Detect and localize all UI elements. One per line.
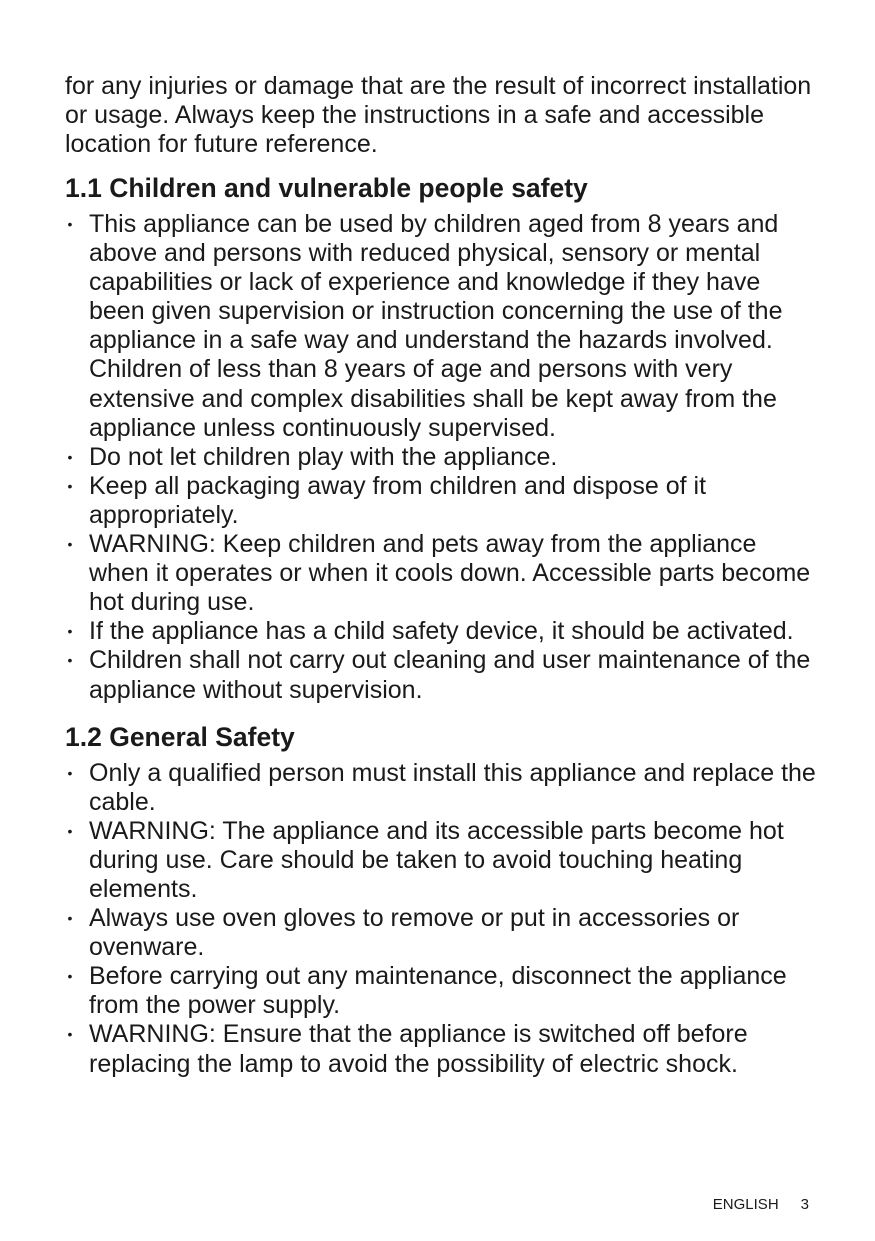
list-item-text: Only a qualified person must install this appliance and replace the cable. [89,758,816,816]
list-item-text: WARNING: Keep children and pets away from the appliance when it operates or when it cools down. Accessible parts become hot during use. [89,530,811,617]
bullet-icon: • [67,477,73,494]
bullet-icon: • [67,448,73,465]
list-item [65,817,820,904]
list-item [65,617,820,646]
bullet-icon: • [67,968,73,985]
intro-paragraph: for any injuries or damage that are the result of incorrect installation or usage. Always keep the instructions in a safe and accessible location for future reference. [65,72,812,158]
list-item [65,530,820,617]
bullet-icon: • [67,1026,73,1043]
list-item-text: Always use oven gloves to remove or put in accessories or ovenware. [89,904,740,962]
list-item [65,210,820,443]
bullet-icon: • [67,216,73,232]
list-item-text: Keep all packaging away from children and dispose of it appropriately. [89,471,707,529]
bullet-icon: • [67,764,73,781]
bullet-icon: • [67,536,73,553]
bullet-icon: • [67,910,73,927]
list-item [65,472,820,530]
list-item-text: WARNING: The appliance and its accessible parts become hot during use. Care should be taken to avoid touching heating elements. [89,816,784,903]
list-item-text: WARNING: Ensure that the appliance is switched off before replacing the lamp to avoid the possibility of electric shock. [89,1020,748,1078]
page-footer [713,1196,809,1214]
bullet-icon: • [67,623,73,640]
list-item [65,759,820,817]
list-item [65,443,820,472]
list-item [65,904,820,962]
list-item-text: Before carrying out any maintenance, disconnect the appliance from the power supply. [89,962,787,1020]
list-item [65,962,820,1020]
section-heading-general-safety: 1.2 General Safety [65,721,295,752]
list-item [65,646,820,704]
list-item [65,1020,820,1078]
section-heading-children-safety: 1.1 Children and vulnerable people safety [65,173,588,203]
general-safety-list [65,759,820,1079]
list-item-text: Do not let children play with the appliance. [89,442,558,471]
list-item-text: This appliance can be used by children aged from 8 years and above and persons with reduced physical, sensory or mental capabilities or lack of experience and knowledge if they have been given supervision or instruction concerning the use of the appliance in a safe way and understand the hazards involved. Children of less than 8 years of age and persons with very extensive and complex disabilities shall be kept away from the appliance unless continuously supervised. [89,210,783,442]
bullet-icon: • [67,822,73,839]
footer-language: ENGLISH [712,1196,779,1213]
page-number: 3 [800,1196,809,1213]
list-item-text: Children shall not carry out cleaning and user maintenance of the appliance without supervision. [89,646,811,704]
bullet-icon: • [67,652,73,669]
document-page [65,72,820,1079]
children-safety-list [65,210,820,705]
list-item-text: If the appliance has a child safety device, it should be activated. [89,617,794,646]
